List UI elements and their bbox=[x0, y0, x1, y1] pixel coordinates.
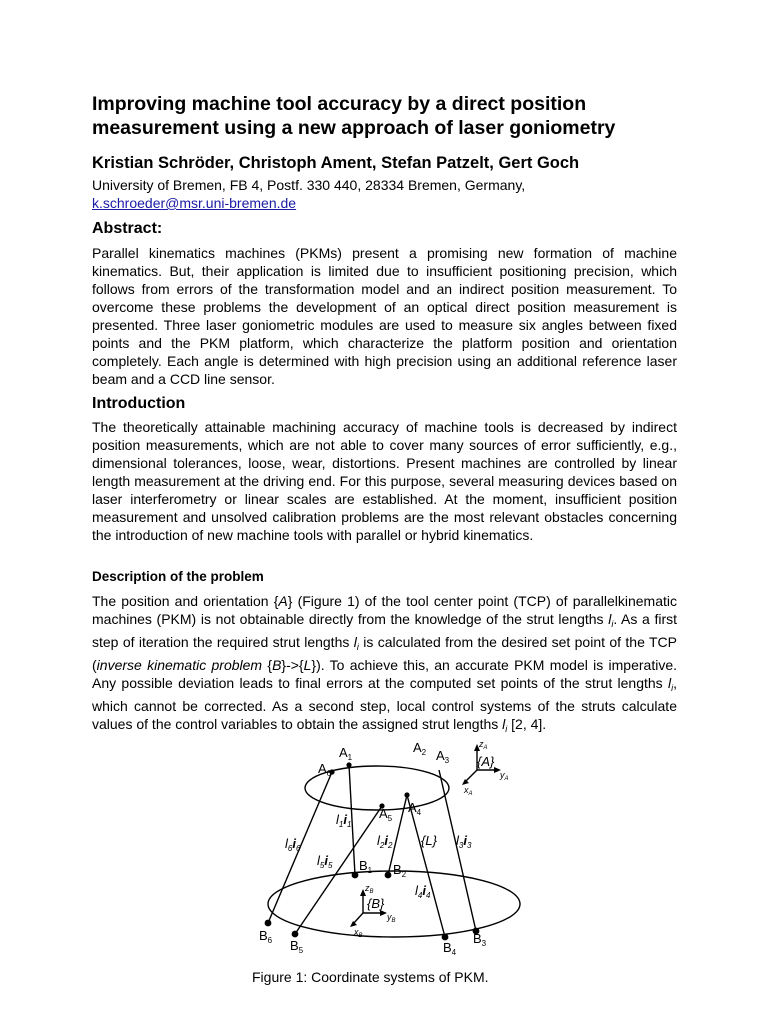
abstract-text: Parallel kinematics machines (PKMs) present a promising new formation of machine kinematics. But, their application is limited due to insufficient positioning precision, which follows from errors of the transformation model and an indirect position measurement. To overcome these problems the development of an optical direct position measurement is presented. Three laser goniometric modules are used to measure six angles between fixed points and the PKM platform, which characterize the platform position and orientation completely. Each angle is determined with high precision using an additional reference laser beam and a CCD line sensor. bbox=[92, 245, 677, 387]
label-b3: $B_3$ bbox=[473, 931, 487, 948]
label-b2: $B_2$ bbox=[393, 862, 407, 879]
label-a5: $A_5$ bbox=[379, 806, 393, 823]
strut-line-4 bbox=[407, 795, 445, 937]
frame-a-symbol: A bbox=[278, 593, 288, 609]
email-link[interactable]: k.schroeder@msr.uni-bremen.de bbox=[92, 195, 297, 211]
strut-label-2: $l_2i_2$ bbox=[377, 833, 393, 850]
desc-text-9: , which cannot be corrected. As a second step, local control systems of the struts calculate values of the control variables to obtain the assigned strut lengths bbox=[92, 675, 677, 732]
desc-text-1: The position and orientation { bbox=[92, 593, 279, 609]
strut-length-symbol: l bbox=[353, 634, 357, 650]
axis-y-b: $y_B$ bbox=[387, 912, 396, 924]
label-a2: $A_2$ bbox=[413, 740, 427, 757]
desc-text-7: }->{ bbox=[281, 657, 304, 673]
strut-length-symbol: l bbox=[502, 716, 506, 732]
title-line-1: Improving machine tool accuracy by a direct position bbox=[92, 93, 587, 115]
pkm-diagram bbox=[255, 738, 525, 960]
desc-text-2: } (Figure 1) of the tool center point (TCP) of parallelkinematic machines (PKM) is not obtainable directly from the knowledge of the strut lengths bbox=[92, 593, 677, 627]
inverse-kinematic-term: inverse kinematic problem bbox=[96, 657, 263, 673]
desc-text-6: { bbox=[262, 657, 273, 673]
frame-label-a: {A} bbox=[477, 754, 495, 769]
desc-text-4: is calculated from the desired set point of the TCP ( bbox=[92, 634, 677, 673]
axis-y-a: $y_A$ bbox=[500, 770, 509, 782]
strut-label-4: $l_4i_4$ bbox=[415, 883, 431, 900]
authors: Kristian Schröder, Christoph Ament, Stefan Patzelt, Gert Goch bbox=[92, 154, 580, 172]
description-text bbox=[92, 592, 677, 738]
desc-text-10: [2, 4]. bbox=[507, 716, 547, 732]
label-b4: $B_4$ bbox=[443, 940, 457, 957]
title-line-2: measurement using a new approach of laser goniometry bbox=[92, 117, 616, 139]
strut-label-5: $l_5i_5$ bbox=[317, 853, 333, 870]
strut-label-6: $l_6i_6$ bbox=[285, 836, 301, 853]
axis-x-b: $x_B$ bbox=[354, 927, 363, 939]
strut-length-symbol: l bbox=[667, 675, 672, 691]
axis-x-a: $x_A$ bbox=[464, 785, 473, 797]
abstract-heading: Abstract: bbox=[92, 220, 163, 237]
frame-b-symbol: B bbox=[272, 657, 282, 673]
desc-text-3: . As a first step of iteration the required strut lengths bbox=[92, 611, 677, 650]
label-a1: $A_1$ bbox=[339, 745, 353, 762]
axis-z-b: $z_B$ bbox=[365, 883, 374, 895]
frame-l-symbol: L bbox=[303, 657, 312, 673]
label-a3: $A_3$ bbox=[436, 748, 450, 765]
frame-label-l: {L} bbox=[421, 833, 437, 848]
strut-index: i bbox=[671, 683, 674, 693]
strut-index: i bbox=[611, 619, 614, 629]
base-ellipse bbox=[268, 871, 520, 937]
strut-label-3: $l_3i_3$ bbox=[456, 833, 472, 850]
affiliation-block bbox=[92, 176, 677, 212]
label-b5: $B_5$ bbox=[290, 938, 304, 955]
figure-caption: Figure 1: Coordinate systems of PKM. bbox=[252, 969, 489, 985]
label-a6: $A_6$ bbox=[318, 761, 332, 778]
axis-z-a: $z_A$ bbox=[479, 739, 488, 751]
paper-title bbox=[92, 92, 692, 140]
desc-text-8: }). To achieve this, an accurate PKM model is imperative. Any possible deviation leads to final errors at the computed set points of the strut lengths bbox=[92, 657, 677, 691]
frame-label-b: {B} bbox=[367, 896, 385, 911]
affiliation: University of Bremen, FB 4, Postf. 330 440, 28334 Bremen, Germany, bbox=[92, 177, 526, 193]
introduction-heading: Introduction bbox=[92, 395, 186, 412]
strut-label-1: $l_1i_1$ bbox=[336, 812, 352, 829]
description-heading: Description of the problem bbox=[92, 569, 264, 584]
introduction-text: The theoretically attainable machining accuracy of machine tools is decreased by indirect position measurements, which are not able to cover many sources of error sufficiently, e.g., dimensional tolerances, loose, wear, distortions. Present machines are controlled by linear length measurement at the driving end. For this purpose, several measuring devices based on laser interferometry or linear scales are established. At the moment, insufficient position measurement and unsolved calibration problems are the most relevant obstacles concerning the introduction of new machine tools with parallel or hybrid kinematics. bbox=[92, 419, 677, 543]
label-b1: $B_1$ bbox=[359, 858, 373, 875]
label-a4: $A_4$ bbox=[408, 800, 422, 817]
strut-index: i bbox=[505, 724, 508, 734]
strut-length-symbol: l bbox=[608, 611, 612, 627]
label-b6: $B_6$ bbox=[259, 928, 273, 945]
strut-index: i bbox=[356, 642, 359, 652]
